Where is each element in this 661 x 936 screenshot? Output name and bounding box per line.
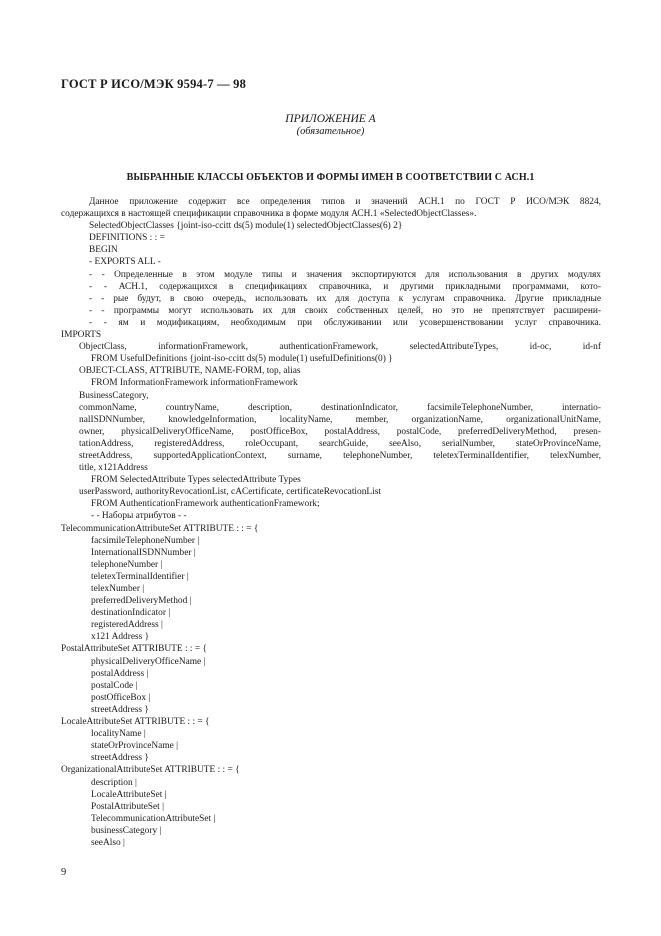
text-line: BusinessCategory, [79,390,149,401]
text-line: destinationIndicator | [91,608,171,619]
text-line: DEFINITIONS : : = [89,233,165,244]
text-line: InternationalISDNNumber | [91,547,196,558]
text-line: facsimileTelephoneNumber | [91,535,200,546]
text-line: - - ям и модификациям, необходимым при обслуживании или усовершенствовании услуг справочника. [89,317,601,328]
text-line: streetAddress } [91,753,149,764]
text-line: TelecommunicationAttributeSet | [91,813,216,824]
text-line: FROM InformationFramework informationFramework [91,378,298,389]
text-line: FROM UsefulDefinitions {joint-iso-ccitt ds(5) module(1) usefulDefinitions(0) } [91,354,393,365]
text-line: FROM SelectedAttribute Types selectedAttribute Types [91,475,301,486]
text-line: businessCategory | [91,825,162,836]
text-line: - - Определенные в этом модуле типы и значения экспортируются для использования в других модулях [89,269,601,280]
text-line: seeAlso | [91,837,125,848]
text-line: streetAddress, supportedApplicationContext, surname, telephoneNumber, teletexTerminalIdentifier, telexNumber, [79,450,601,461]
appendix-status: (обязательное) [296,126,365,137]
text-line: title, x121Address [79,463,148,474]
text-line: nalISDNNumber, knowledgeInformation, localityName, member, organizationName, organizationalUnitName, [79,414,601,425]
text-line: postalCode | [91,680,138,691]
text-line: - EXPORTS ALL - [89,257,161,268]
text-line: commonName, countryName, description, destinationIndicator, facsimileTelephoneNumber, internatio- [79,402,601,413]
text-line: - - Наборы атрибутов - - [91,511,187,522]
appendix-label: ПРИЛОЖЕНИЕ А [285,113,376,125]
text-line: localityName | [91,729,146,740]
text-line: - - рые будут, в свою очередь, использовать их для доступа к услугам справочника. Другие прикладные [89,293,601,304]
text-line: tationAddress, registeredAddress, roleOccupant, searchGuide, seeAlso, serialNumber, stateOrProvinceName, [79,438,601,449]
text-line: ObjectClass, informationFramework, authenticationFramework, selectedAttributeTypes, id-oc, id-nf [79,342,601,353]
page-number: 9 [61,867,67,878]
text-line: telexNumber | [91,584,145,594]
text-line: Данное приложение содержит все определения типов и значений АСН.1 по ГОСТ Р ИСО/МЭК 8824, [89,197,601,207]
text-line: preferredDeliveryMethod | [91,596,192,607]
text-line: TelecommunicationAttributeSet ATTRIBUTE : : = { [61,523,259,534]
text-line: physicalDeliveryOfficeName | [91,656,206,667]
text-line: OBJECT-CLASS, ATTRIBUTE, NAME-FORM, top, alias [79,366,301,377]
text-line: SelectedObjectClasses {joint-iso-ccitt ds(5) module(1) selectedObjectClasses(6) 2} [89,221,403,232]
text-line: OrganizationalAttributeSet ATTRIBUTE : : = { [61,765,240,776]
text-line: description | [91,777,137,788]
text-line: - - АСН.1, содержащихся в спецификациях справочника, и другими прикладными программами, кото- [89,281,601,292]
text-line: stateOrProvinceName | [91,741,179,752]
text-line: registeredAddress | [91,620,163,631]
text-line: telephoneNumber | [91,559,163,570]
text-line: owner, physicalDeliveryOfficeName, postOfficeBox, postalAddress, postalCode, preferredDeliveryMethod, presen- [79,426,601,437]
text-line: userPassword, authorityRevocationList, cACertificate, certificateRevocationList [79,487,381,498]
section-title: ВЫБРАННЫЕ КЛАССЫ ОБЪЕКТОВ И ФОРМЫ ИМЕН В СООТВЕТСТВИИ С АСН.1 [126,172,535,183]
text-line: BEGIN [89,245,118,256]
standard-header: ГОСТ Р ИСО/МЭК 9594-7 — 98 [61,77,247,91]
text-line: содержащихся в настоящей спецификации справочника в форме модуля АСН.1 «SelectedObjectClasses». [61,209,477,220]
text-line: teletexTerminalIdentifier | [91,571,189,582]
text-line: LocaleAttributeSet | [91,789,167,800]
text-line: IMPORTS [61,330,102,341]
text-line: - - программы могут использовать их для своих собственных целей, но это не препятствует расширени- [89,305,601,316]
document-body [61,196,601,849]
text-line: PostalAttributeSet | [91,801,164,812]
text-line: postOfficeBox | [91,692,151,703]
text-line: FROM AuthenticationFramework authenticationFramework; [91,499,320,510]
text-line: LocaleAttributeSet ATTRIBUTE : : = { [61,717,210,728]
text-line: PostalAttributeSet ATTRIBUTE : : = { [61,644,207,655]
text-line: postalAddress | [91,668,149,679]
text-line: x121 Address } [91,632,150,643]
text-line: streetAddress } [91,704,149,715]
